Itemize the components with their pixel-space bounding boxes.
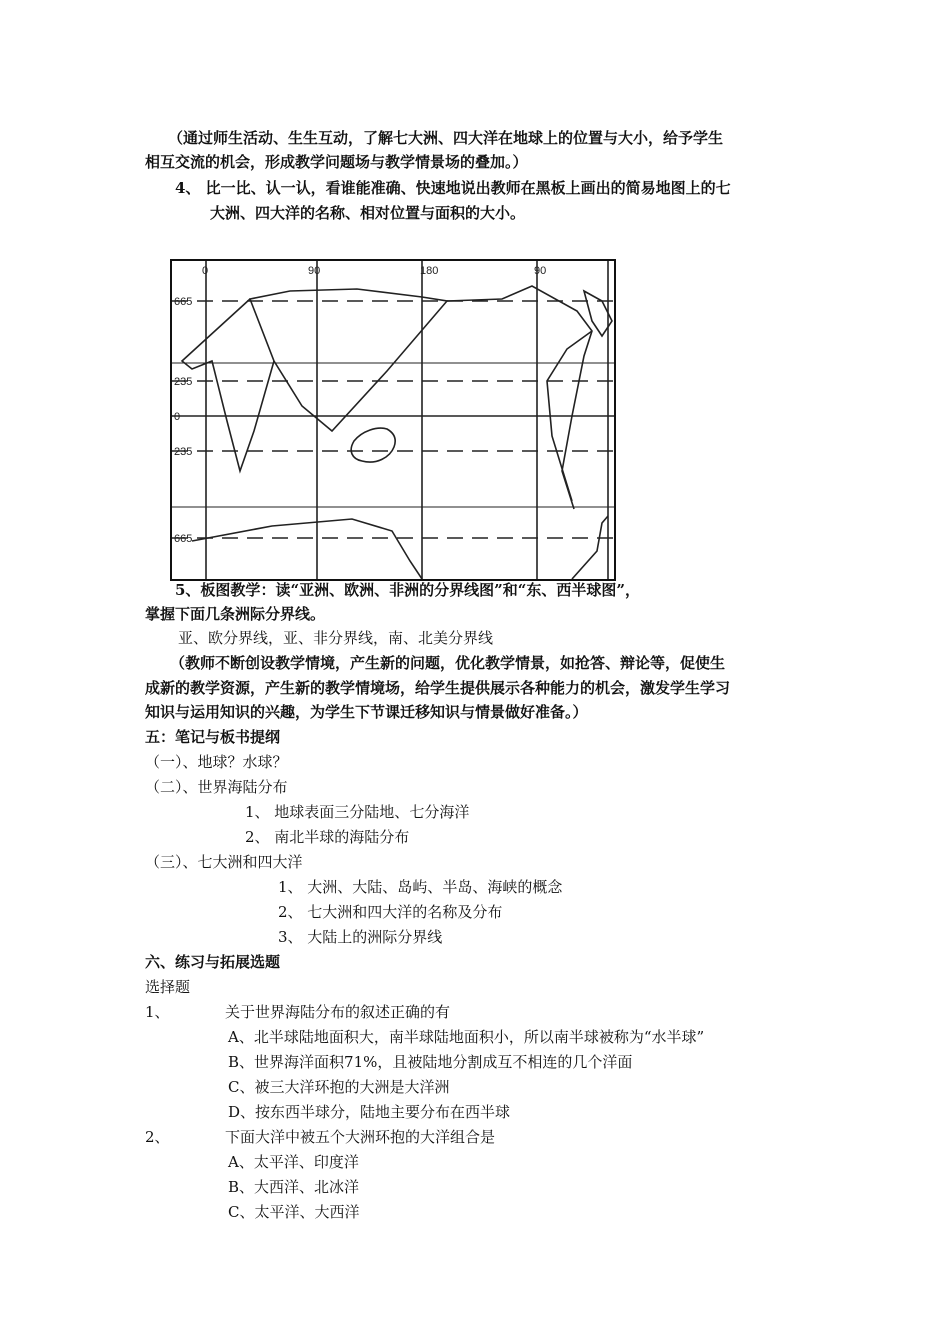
lat-label: 235 — [174, 376, 193, 388]
question-2-option: A、太平洋、印度洋 — [228, 1153, 359, 1171]
notes-part2: （二）、世界海陆分布 — [145, 778, 288, 796]
lat-label: 235 — [174, 446, 193, 458]
continent-antarctica — [192, 519, 422, 579]
antarctica-east — [572, 516, 608, 579]
paragraph-teaching-line2: 成新的教学资源，产生新的教学情境场，给学生提供展示各种能力的机会，激发学生学习 — [145, 679, 731, 697]
question-1-text: 关于世界海陆分布的叙述正确的有 — [225, 1003, 451, 1021]
paragraph-teaching-line3: 知识与运用知识的兴趣，为学生下节课迁移知识与情景做好准备。） — [145, 703, 588, 721]
lon-label: 90 — [534, 265, 547, 277]
question-2-option: C、太平洋、大西洋 — [228, 1203, 360, 1221]
notes-part3-item: 1、 大洲、大陆、岛屿、半岛、海峡的概念 — [278, 878, 563, 896]
question-2-number: 2、 — [145, 1128, 170, 1146]
lon-label: 180 — [420, 265, 439, 277]
lat-label: 665 — [174, 296, 193, 308]
notes-part3: （三）、七大洲和四大洋 — [145, 853, 303, 871]
question-1-option: A、北半球陆地面积大，南半球陆地面积小，所以南半球被称为“水半球” — [228, 1028, 705, 1046]
hand-drawn-world-map — [170, 259, 616, 581]
item-4-line2: 大洲、四大洋的名称、相对位置与面积的大小。 — [210, 204, 526, 222]
notes-part3-item: 3、 大陆上的洲际分界线 — [278, 928, 443, 946]
question-1-number: 1、 — [145, 1003, 170, 1021]
continent-eurasia — [250, 289, 447, 431]
question-1-option: D、按东西半球分，陆地主要分布在西半球 — [228, 1103, 511, 1121]
lat-label: 665 — [174, 533, 193, 545]
lat-label: 0 — [174, 411, 181, 423]
notes-heading: 五：笔记与板书提纲 — [145, 728, 281, 746]
notes-part2-item: 2、 南北半球的海陆分布 — [245, 828, 410, 846]
continent-americas-outline — [447, 286, 592, 509]
boundary-lines: 亚、欧分界线，亚、非分界线，南、北美分界线 — [178, 629, 494, 647]
item-4-line1: 4、 比一比、认一认，看谁能准确、快速地说出教师在黑板上画出的简易地图上的七 — [175, 179, 731, 197]
continent-australia — [351, 428, 395, 462]
item-5-line1: 5、板图教学：读“亚洲、欧洲、非洲的分界线图”和“东、西半球图”， — [175, 581, 640, 599]
lon-label: 0 — [202, 265, 209, 277]
question-1-option: B、世界海洋面积71%，且被陆地分割成互不相连的几个洋面 — [228, 1053, 633, 1071]
item-5-line2: 掌握下面几条洲际分界线。 — [145, 605, 326, 623]
paragraph-activity-line1: （通过师生活动、生生互动，了解七大洲、四大洋在地球上的位置与大小，给予学生 — [168, 129, 724, 147]
exercises-subheading: 选择题 — [145, 978, 191, 996]
paragraph-activity-line2: 相互交流的机会，形成教学问题场与教学情景场的叠加。） — [145, 153, 528, 171]
question-2-text: 下面大洋中被五个大洲环抱的大洋组合是 — [225, 1128, 496, 1146]
map-drawing — [172, 261, 614, 579]
question-2-option: B、大西洋、北冰洋 — [228, 1178, 360, 1196]
lon-label: 90 — [308, 265, 321, 277]
exercises-heading: 六、练习与拓展选题 — [145, 953, 281, 971]
notes-part1: （一）、地球？水球？ — [145, 753, 288, 771]
paragraph-teaching-line1: （教师不断创设教学情境，产生新的问题，优化教学情景，如抢答、辩论等，促使生 — [170, 654, 726, 672]
notes-part2-item: 1、 地球表面三分陆地、七分海洋 — [245, 803, 470, 821]
question-1-option: C、被三大洋环抱的大洲是大洋洲 — [228, 1078, 450, 1096]
notes-part3-item: 2、 七大洲和四大洋的名称及分布 — [278, 903, 503, 921]
